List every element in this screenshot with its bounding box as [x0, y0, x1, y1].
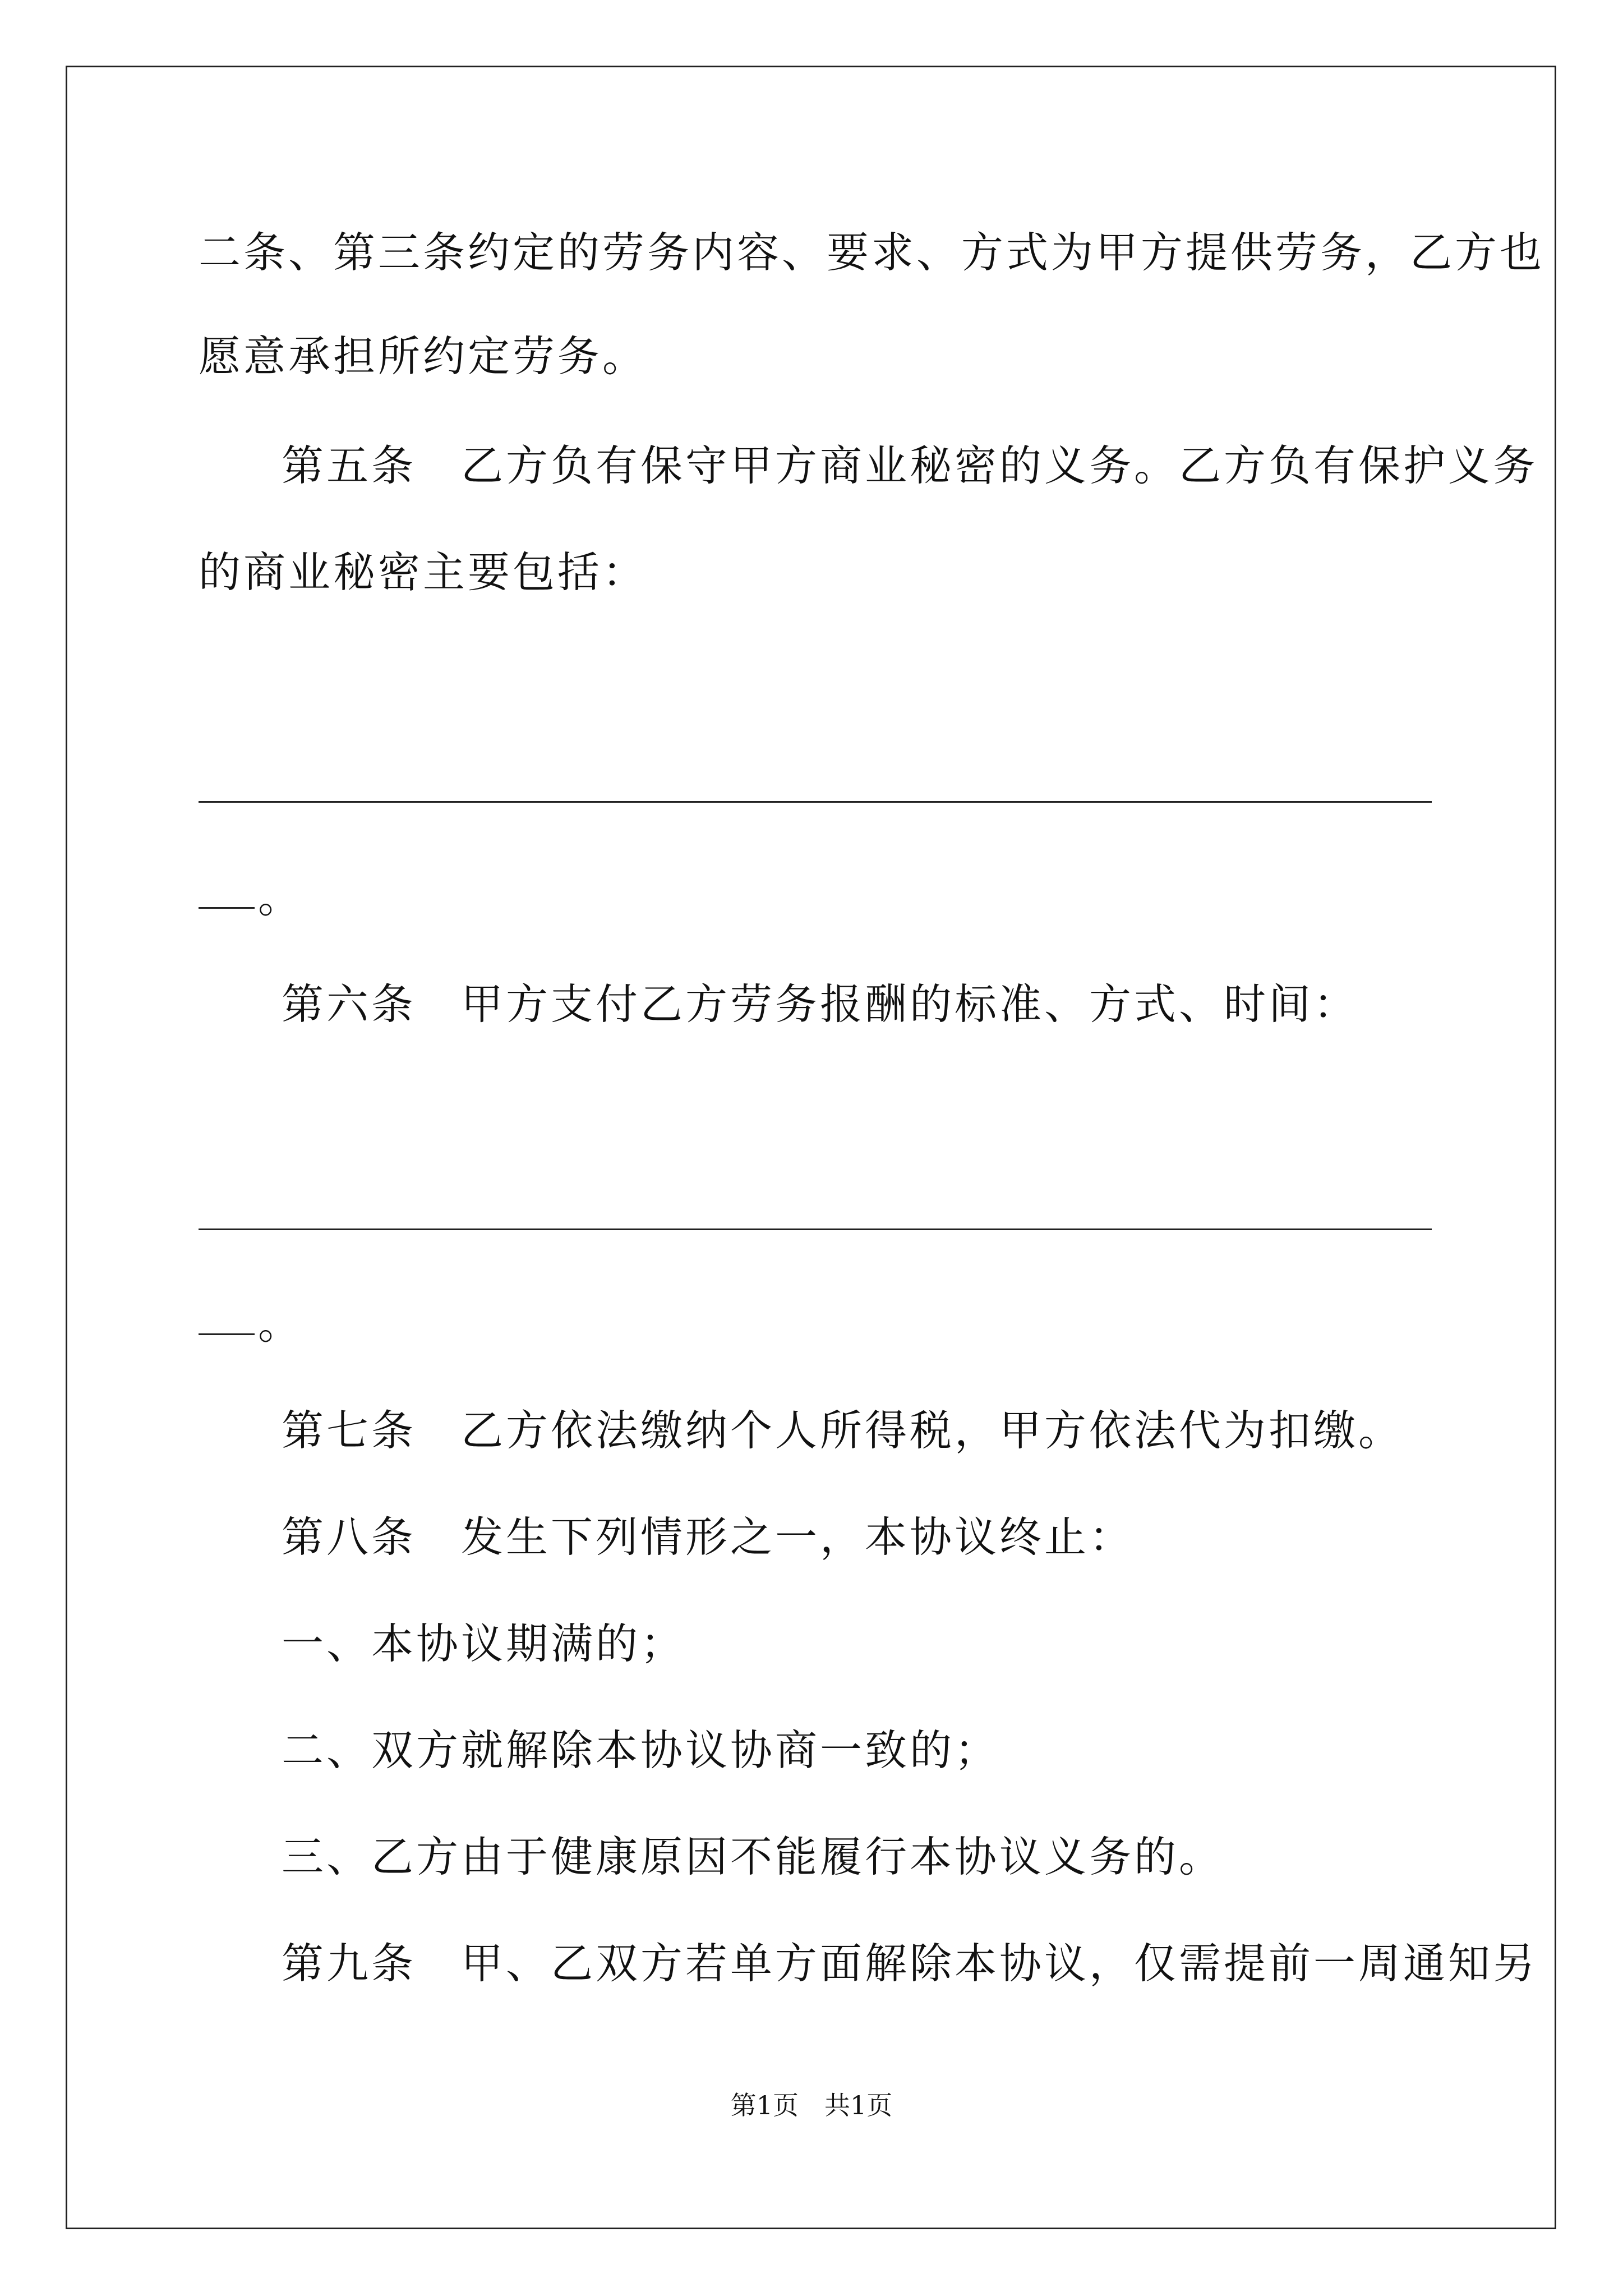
blank-underline [199, 872, 255, 909]
page-border [66, 66, 1556, 2229]
fill-in-blank-line [199, 801, 1432, 803]
list-item: 三、乙方由于健康原因不能履行本协议义务的。 [282, 1832, 1224, 1881]
fill-in-blank-end [199, 872, 300, 923]
blank-period: 。 [258, 1299, 301, 1349]
article-5-line: 第五条 乙方负有保守甲方商业秘密的义务。乙方负有保护义务 [282, 441, 1538, 490]
blank-period: 。 [258, 873, 301, 922]
list-item: 一、本协议期满的； [282, 1619, 686, 1668]
fill-in-blank-end [199, 1299, 300, 1349]
fill-in-blank-line [199, 1228, 1432, 1230]
article-7-line: 第七条 乙方依法缴纳个人所得税，甲方依法代为扣缴。 [282, 1406, 1404, 1455]
article-8-line: 第八条 发生下列情形之一，本协议终止： [282, 1512, 1135, 1562]
paragraph-line: 愿意承担所约定劳务。 [199, 332, 648, 381]
paragraph-line: 的商业秘密主要包括： [199, 547, 648, 597]
paragraph-line: 二条、第三条约定的劳务内容、要求、方式为甲方提供劳务，乙方也 [199, 228, 1545, 277]
page-number-footer: 第1页 共1页 [730, 2090, 893, 2120]
article-9-line: 第九条 甲、乙双方若单方面解除本协议，仅需提前一周通知另 [282, 1939, 1538, 1988]
blank-underline [199, 1299, 255, 1335]
article-6-line: 第六条 甲方支付乙方劳务报酬的标准、方式、时间： [282, 979, 1359, 1029]
list-item: 二、双方就解除本协议协商一致的； [282, 1726, 1000, 1775]
